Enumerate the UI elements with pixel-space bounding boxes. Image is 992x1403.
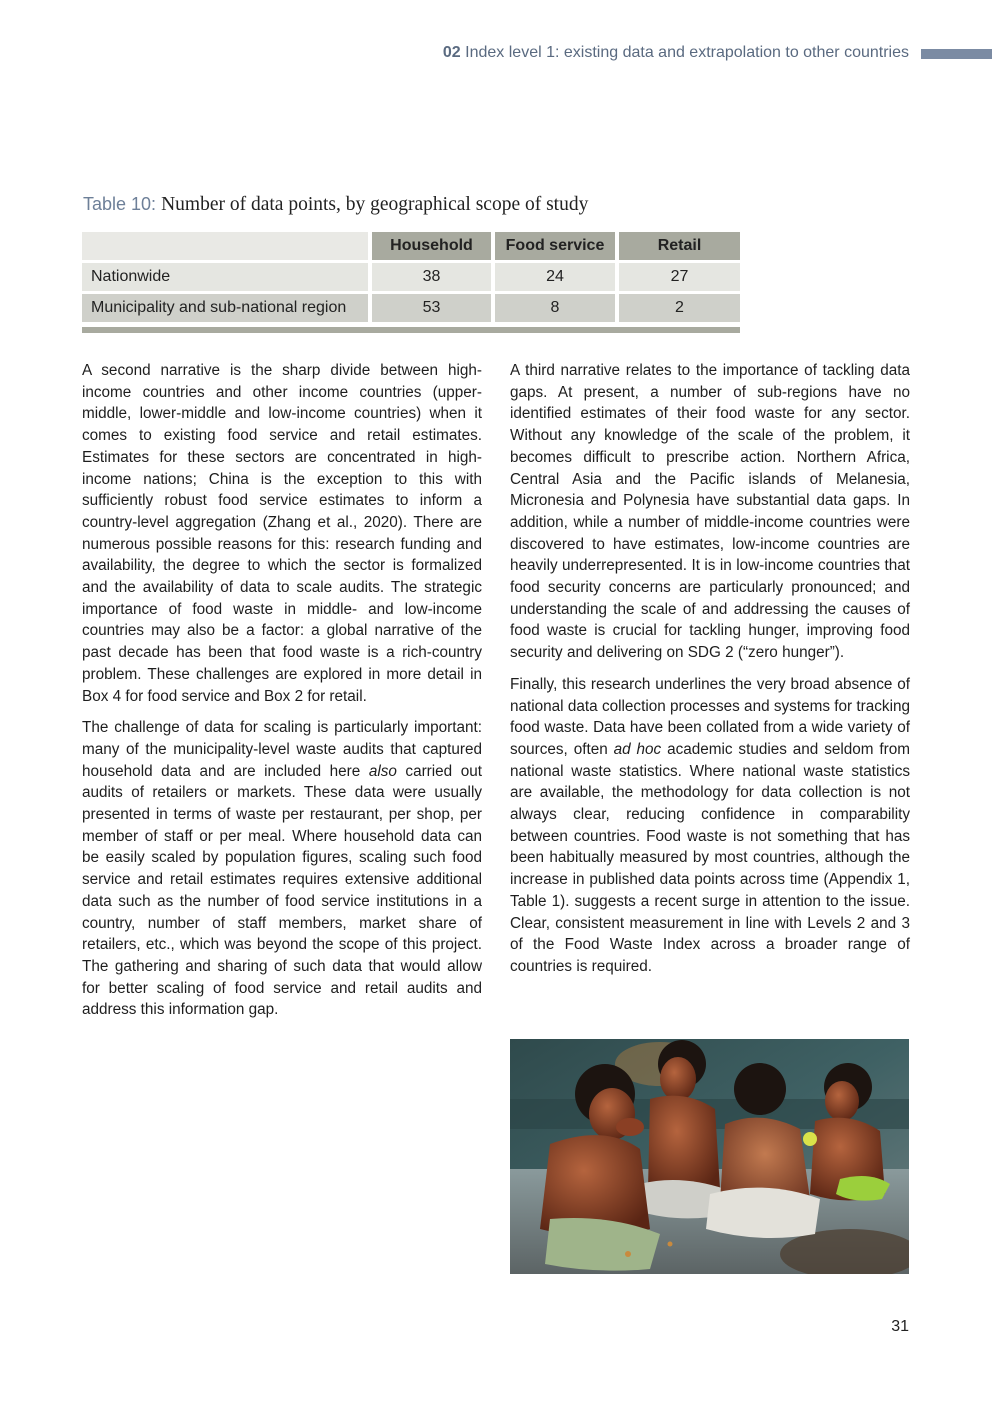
left-text-column xyxy=(82,360,482,1031)
table-bottom-rule xyxy=(82,327,740,333)
paragraph: A second narrative is the sharp divide between high-income countries and other income countries (upper-middle, lower-middle and low-income countries) when it comes to existing food service and retail estimates. Estimates for these sectors are concentrated in high-income nations; China is the exception to this with sufficiently robust food service estimates to inform a country-level aggregation (Zhang et al., 2020). There are numerous possible reasons for this: research funding and availability, the degree to which the sector is formalized and the availability of data to scale audits. The strategic importance of food waste in middle- and low-income countries may also be a factor: a global narrative of the past decade has been that food waste is a rich-country problem. These challenges are explored in more detail in Box 4 for food service and Box 2 for retail. xyxy=(82,362,482,705)
paragraph-text: carried out audits of retailers or markets. These data were usually presented in terms of waste per restaurant, per shop, per member of staff or per meal. Where household data can be easily scaled by population figures, scaling such food service and retail estimates requires extensive additional data such as the number of food service institutions in a country, number of staff members, market share of retailers, etc., which was beyond the scope of this project. The gathering and sharing of such data that would allow for better scaling of food service and retail audits and address this information gap. xyxy=(82,762,482,1019)
table-corner-cell xyxy=(82,229,368,260)
column-header-food-service: Food service xyxy=(491,229,615,260)
right-text-column xyxy=(510,360,910,988)
table-row xyxy=(82,291,740,322)
paragraph-text: Finally, this research underlines the very broad absence of national data collection processes and systems for tracking food waste. Data have been collated from a wide variety of sources, often xyxy=(510,675,910,758)
row-label: Nationwide xyxy=(82,260,368,291)
table-cell: 24 xyxy=(491,260,615,291)
running-header xyxy=(443,44,909,64)
table-cell: 2 xyxy=(615,291,740,322)
section-title: Index level 1: existing data and extrapolation to other countries xyxy=(465,44,909,61)
table-cell: 53 xyxy=(368,291,491,322)
emphasis-text: ad hoc xyxy=(613,740,662,758)
table-caption xyxy=(83,194,783,216)
section-number: 02 xyxy=(442,44,461,61)
table-cell: 8 xyxy=(491,291,615,322)
paragraph xyxy=(510,674,910,978)
table-row xyxy=(82,260,740,291)
table-cell: 27 xyxy=(615,260,740,291)
table-caption-label: Table 10: xyxy=(83,194,157,214)
children-eating-photo xyxy=(510,1039,909,1274)
table-cell: 38 xyxy=(368,260,491,291)
column-header-retail: Retail xyxy=(615,229,740,260)
table-caption-title: Number of data points, by geographical scope of study xyxy=(161,194,589,215)
data-points-table xyxy=(82,229,740,322)
header-accent-bar xyxy=(921,49,992,59)
paragraph: A third narrative relates to the importance of tackling data gaps. At present, a number of sub-regions have no identified estimates of their food waste for any sector. Without any knowledge of the scale of the problem, it becomes difficult to prescribe action. Northern Africa, Central Asia and the Pacific islands of Melanesia, Micronesia and Polynesia have substantial data gaps. In addition, while a number of middle-income countries were discovered to have estimates, low-income countries are heavily underrepresented. It is in low-income countries that food security concerns are particularly pronounced; and understanding the scale of and addressing the causes of food waste is crucial for tackling hunger, improving food security and delivering on SDG 2 (“zero hunger”). xyxy=(510,362,910,662)
paragraph xyxy=(82,717,482,1021)
paragraph-text: academic studies and seldom from national waste statistics. Where national waste statistics are available, the methodology for data collection is not always clear, reducing confidence in comparability between countries. Food waste is not something that has been habitually measured by most countries, although the increase in published data points across time (Appendix 1, Table 1). suggests a recent surge in attention to the issue. Clear, consistent measurement in line with Levels 2 and 3 of the Food Waste Index across a broader range of countries is required. xyxy=(510,740,910,975)
row-label: Municipality and sub-national region xyxy=(82,291,368,322)
paragraph-text: The challenge of data for scaling is particularly important: many of the municipality-level waste audits that captured household data and are included here xyxy=(82,719,482,780)
emphasis-text: also xyxy=(368,762,397,780)
column-header-household: Household xyxy=(368,229,491,260)
page-number: 31 xyxy=(891,1318,909,1335)
